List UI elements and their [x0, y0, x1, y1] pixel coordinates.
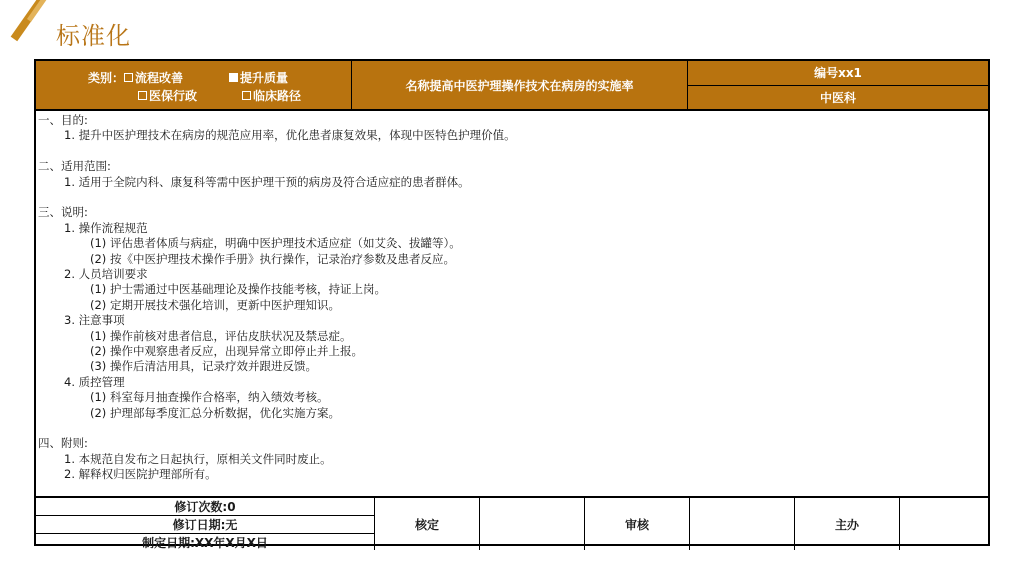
list-item: (2) 按《中医护理技术操作手册》执行操作，记录治疗参数及患者反应。: [90, 251, 455, 266]
list-item: (2) 护理部每季度汇总分析数据，优化实施方案。: [90, 405, 340, 420]
standard-document: [34, 59, 990, 550]
document-footer: [36, 496, 988, 550]
page-title: 标准化: [56, 22, 131, 50]
department: 中医科: [819, 90, 856, 105]
option-clinical-pathway[interactable]: 临床路径: [242, 87, 301, 104]
check-label: 核定: [375, 498, 480, 550]
list-item: (1) 护士需通过中医基础理论及操作技能考核，持证上岗。: [90, 282, 386, 297]
category-cell: [36, 61, 352, 109]
revision-info: [36, 498, 375, 550]
list-item: (3) 操作后清洁用具，记录疗效并跟进反馈。: [90, 359, 317, 374]
list-item: (1) 科室每月抽查操作合格率，纳入绩效考核。: [90, 390, 329, 405]
document-code: 编号xx1: [688, 61, 988, 86]
subsection-heading: 4. 质控管理: [64, 374, 125, 389]
host-signature-field[interactable]: [900, 498, 988, 550]
section-title: 三、说明:: [38, 205, 88, 220]
review-signature-field[interactable]: [690, 498, 795, 550]
section-title: 四、附则:: [38, 436, 88, 451]
corner-decoration: [0, 0, 60, 50]
subsection-heading: 1. 操作流程规范: [64, 220, 148, 235]
category-label: 类别：: [88, 70, 125, 85]
option-insurance-admin[interactable]: 医保行政: [138, 87, 197, 104]
checkbox-icon[interactable]: [124, 73, 133, 82]
list-item: 1. 适用于全院内科、康复科等需中医护理干预的病房及符合适应症的患者群体。: [64, 174, 470, 189]
subsection-heading: 2. 人员培训要求: [64, 267, 148, 282]
option-process-improvement[interactable]: 流程改善: [124, 69, 183, 86]
section-title: 二、适用范围:: [38, 159, 111, 174]
document-header: [36, 61, 988, 111]
checkbox-icon[interactable]: [138, 91, 147, 100]
document-body: [36, 111, 988, 496]
list-item: (2) 操作中观察患者反应，出现异常立即停止并上报。: [90, 344, 363, 359]
checkbox-icon[interactable]: [242, 91, 251, 100]
created-date: 制定日期:XX年X月X日: [142, 536, 268, 550]
document-name: 名称提高中医护理操作技术在病房的实施率: [352, 61, 688, 109]
section-title: 一、目的:: [38, 113, 88, 127]
meta-cell: [688, 61, 988, 109]
check-signature-field[interactable]: [480, 498, 585, 550]
list-item: 1. 提升中医护理技术在病房的规范应用率，优化患者康复效果，体现中医特色护理价值。: [64, 128, 516, 143]
list-item: (2) 定期开展技术强化培训，更新中医护理知识。: [90, 297, 340, 312]
review-label: 审核: [585, 498, 690, 550]
checkbox-checked-icon[interactable]: [229, 73, 238, 82]
list-item: (1) 评估患者体质与病症，明确中医护理技术适应症（如艾灸、拔罐等）。: [90, 236, 461, 251]
revision-count: 修订次数:0: [36, 498, 374, 516]
list-item: 2. 解释权归医院护理部所有。: [64, 467, 217, 482]
list-item: (1) 操作前核对患者信息，评估皮肤状况及禁忌症。: [90, 328, 352, 343]
option-quality-improvement[interactable]: 提升质量: [229, 69, 288, 86]
subsection-heading: 3. 注意事项: [64, 313, 125, 328]
host-label: 主办: [795, 498, 900, 550]
list-item: 1. 本规范自发布之日起执行，原相关文件同时废止。: [64, 451, 332, 466]
revision-date: 修订日期:无: [36, 516, 374, 534]
